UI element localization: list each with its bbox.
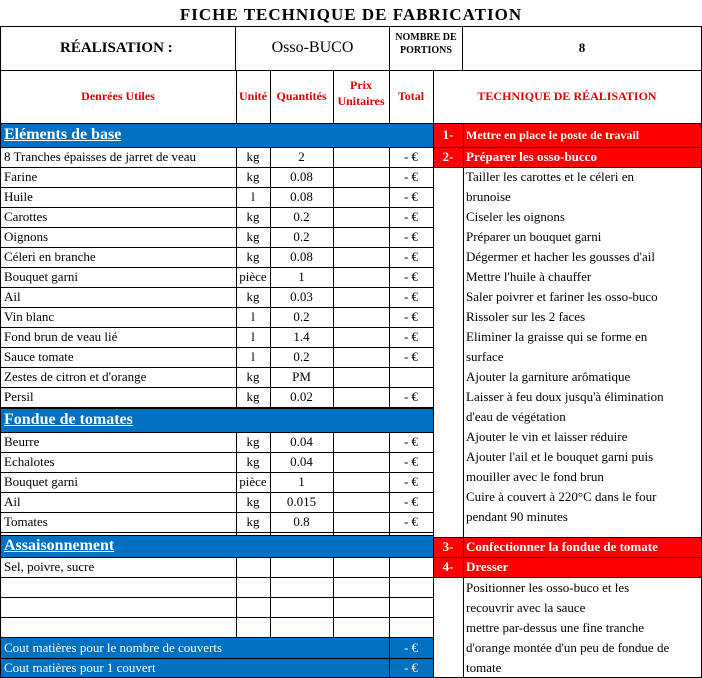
technique-line: tomate: [466, 660, 502, 675]
base-row-qty: 1.4: [293, 329, 310, 344]
grid-hline: [433, 537, 701, 538]
fondue-row-total: - €: [403, 514, 419, 529]
grid-vline: [389, 432, 390, 535]
base-row-name: Sauce tomate: [4, 349, 74, 364]
col-header-denrees: Denrées Utiles: [81, 89, 155, 103]
fondue-row-name: Tomates: [4, 514, 48, 529]
fondue-row-qty: 0.015: [286, 494, 317, 509]
technique-line: Cuire à couvert à 220°C dans le four: [466, 489, 657, 504]
technique-line: d'eau de végétation: [466, 409, 566, 424]
step-1-text: Mettre en place le poste de travail: [466, 125, 701, 145]
col-header-technique: TECHNIQUE DE RÉALISATION: [477, 89, 657, 103]
base-row-name: Bouquet garni: [4, 269, 79, 284]
page-title: FICHE TECHNIQUE DE FABRICATION: [179, 5, 523, 24]
base-row-unit: kg: [246, 169, 260, 184]
technique-line: Ajouter l'ail et le bouquet garni puis: [466, 449, 654, 464]
fondue-row-total: - €: [403, 454, 419, 469]
cout-total-value: - €: [389, 638, 433, 658]
fondue-row-unit: kg: [246, 434, 260, 449]
grid-hline: [0, 70, 702, 71]
grid-hline: [0, 492, 433, 493]
technique-step-2-lines: [463, 167, 701, 527]
fondue-row-unit: pièce: [239, 474, 267, 489]
grid-hline: [0, 535, 433, 536]
step-2-number: 2-: [433, 147, 463, 167]
base-row-total: [389, 367, 433, 387]
grid-hline: [0, 637, 433, 638]
base-row-qty: 0.02: [290, 389, 313, 404]
technique-line: Laisser à feu doux jusqu'à élimination: [466, 389, 664, 404]
base-row-total: - €: [403, 189, 419, 204]
grid-hline: [0, 512, 433, 513]
grid-vline: [333, 557, 334, 638]
base-row-unit: kg: [246, 289, 260, 304]
base-row-name: Fond brun de veau lié: [4, 329, 118, 344]
grid-vline: [270, 557, 271, 638]
grid-hline: [0, 452, 433, 453]
grid-vline: [389, 26, 390, 70]
grid-hline: [0, 472, 433, 473]
technique-line: surface: [466, 349, 504, 364]
grid-vline: [236, 70, 237, 123]
grid-hline: [0, 532, 433, 533]
grid-vline: [389, 638, 390, 678]
grid-hline: [0, 147, 433, 148]
grid-hline: [433, 557, 701, 558]
base-row-qty: 2: [298, 149, 305, 164]
technique-line: Eliminer la graisse qui se forme en: [466, 329, 648, 344]
base-row-unit: l: [251, 189, 255, 204]
base-row-name: Ail: [4, 289, 21, 304]
technique-line: Ajouter le vin et laisser réduire: [466, 429, 628, 444]
technique-line: Rissoler sur les 2 faces: [466, 309, 586, 324]
grid-vline: [463, 577, 464, 677]
col-header-prix-line2: Unitaires: [337, 94, 385, 108]
grid-hline: [0, 557, 433, 558]
technique-line: Mettre l'huile à chauffer: [466, 269, 592, 284]
fondue-row-unit: kg: [246, 514, 260, 529]
grid-hline: [0, 577, 433, 578]
technique-line: brunoise: [466, 189, 511, 204]
portions-label-line2: PORTIONS: [400, 45, 452, 56]
grid-hline: [0, 287, 433, 288]
base-row-unit: kg: [246, 149, 260, 164]
technique-line: d'orange montée d'un peu de fondue de: [466, 640, 670, 655]
grid-vline: [389, 70, 390, 123]
grid-vline: [463, 537, 464, 577]
grid-vline: [463, 123, 464, 167]
base-row-name: Céleri en branche: [4, 249, 96, 264]
technique-line: recouvrir avec la sauce: [466, 600, 586, 615]
base-row-total: - €: [403, 269, 419, 284]
assaisonnement-row-qty: [270, 557, 333, 577]
technique-line: mouiller avec le fond brun: [466, 469, 604, 484]
base-row-qty: 0.2: [293, 309, 310, 324]
base-row-unit: l: [251, 349, 255, 364]
base-row-qty: 0.2: [293, 209, 310, 224]
col-header-prix-line1: Prix: [350, 78, 372, 92]
fondue-row-name: Echalotes: [4, 454, 55, 469]
base-row-qty: 0.2: [293, 229, 310, 244]
technique-line: Dégermer et hacher les gousses d'ail: [466, 249, 655, 264]
technique-line: Préparer un bouquet garni: [466, 229, 602, 244]
base-row-unit: l: [251, 329, 255, 344]
base-row-total: - €: [403, 309, 419, 324]
base-row-unit: kg: [246, 209, 260, 224]
fondue-row-qty: 1: [298, 474, 305, 489]
fondue-row-unit: kg: [246, 494, 260, 509]
base-row-total: - €: [403, 209, 419, 224]
technique-line: Saler poivrer et fariner les osso-buco: [466, 289, 658, 304]
col-header-total: Total: [397, 89, 425, 103]
base-row-name: Zestes de citron et d'orange: [4, 369, 147, 384]
base-row-unit: pièce: [239, 269, 267, 284]
fondue-row-total: - €: [403, 434, 419, 449]
step-2-text: Préparer les osso-bucco: [466, 147, 701, 167]
base-row-qty: 1: [298, 269, 305, 284]
fondue-row-total: - €: [403, 494, 419, 509]
technique-step-4-lines: [463, 578, 701, 678]
dish-name: Osso-BUCO: [271, 39, 354, 56]
base-row-qty: 0.2: [293, 349, 310, 364]
grid-hline: [0, 658, 433, 659]
base-row-unit: kg: [246, 389, 260, 404]
fondue-row-name: Beurre: [4, 434, 40, 449]
grid-vline: [270, 432, 271, 535]
cout-total-label: Cout matières pour le nombre de couverts: [0, 638, 389, 658]
base-row-name: Huile: [4, 189, 33, 204]
grid-hline: [0, 327, 433, 328]
section-fondue-de-tomates: Fondue de tomates: [0, 408, 433, 432]
base-row-total: - €: [403, 329, 419, 344]
grid-vline: [270, 147, 271, 408]
grid-hline: [0, 617, 433, 618]
grid-vline: [236, 432, 237, 535]
base-row-total: - €: [403, 349, 419, 364]
col-header-unite: Unité: [239, 89, 267, 103]
fondue-row-total: - €: [403, 474, 419, 489]
base-row-unit: kg: [246, 369, 260, 384]
technique-line: Positionner les osso-buco et les: [466, 580, 630, 595]
technique-line: Ciseler les oignons: [466, 209, 565, 224]
assaisonnement-row-total: [389, 557, 433, 577]
portions-label-line1: NOMBRE DE: [395, 32, 457, 43]
grid-vline: [463, 167, 464, 537]
base-row-unit: kg: [246, 249, 260, 264]
base-row-total: - €: [403, 249, 419, 264]
grid-hline: [0, 367, 433, 368]
fondue-row-qty: 0.04: [290, 454, 313, 469]
grid-vline: [389, 557, 390, 638]
base-row-name: Carottes: [4, 209, 48, 224]
grid-hline: [433, 577, 701, 578]
grid-vline: [433, 70, 434, 678]
grid-hline: [0, 247, 433, 248]
grid-hline: [0, 227, 433, 228]
grid-vline: [333, 147, 334, 408]
grid-vline: [333, 432, 334, 535]
base-row-total: - €: [403, 229, 419, 244]
step-4-number: 4-: [433, 557, 463, 577]
grid-vline: [389, 147, 390, 408]
grid-hline: [0, 432, 433, 433]
fondue-row-unit: kg: [246, 454, 260, 469]
assaisonnement-row-unit: [236, 557, 270, 577]
grid-hline: [0, 347, 433, 348]
grid-hline: [0, 207, 433, 208]
base-row-qty: 0.03: [290, 289, 313, 304]
technique-line: Ajouter la garniture arômatique: [466, 369, 631, 384]
fondue-row-name: Ail: [4, 494, 21, 509]
base-row-qty: 0.08: [290, 249, 313, 264]
grid-vline: [270, 70, 271, 123]
grid-vline: [236, 147, 237, 408]
assaisonnement-row-name: Sel, poivre, sucre: [4, 559, 95, 574]
base-row-name: 8 Tranches épaisses de jarret de veau: [4, 149, 197, 164]
step-3-text: Confectionner la fondue de tomate: [466, 537, 701, 557]
cout-unit-label: Cout matières pour 1 couvert: [0, 658, 389, 678]
grid-hline: [0, 267, 433, 268]
section-assaisonnement: Assaisonnement: [0, 535, 433, 557]
grid-hline: [0, 167, 433, 168]
grid-hline: [0, 387, 433, 388]
base-row-total: - €: [403, 169, 419, 184]
base-row-name: Persil: [4, 389, 34, 404]
realisation-label: RÉALISATION :: [60, 40, 173, 56]
grid-vline: [333, 70, 334, 123]
grid-hline: [0, 597, 433, 598]
base-row-qty: PM: [292, 369, 311, 384]
base-row-unit: l: [251, 309, 255, 324]
technique-line: Tailler les carottes et le céleri en: [466, 169, 634, 184]
grid-hline: [0, 187, 433, 188]
grid-vline: [235, 26, 236, 70]
base-row-total: - €: [403, 149, 419, 164]
step-1-number: 1-: [433, 125, 463, 145]
base-row-total: - €: [403, 389, 419, 404]
section-elements-de-base: Eléments de base: [0, 123, 433, 147]
base-row-qty: 0.08: [290, 169, 313, 184]
base-row-qty: 0.08: [290, 189, 313, 204]
grid-hline: [433, 147, 701, 148]
grid-vline: [462, 26, 463, 70]
base-row-unit: kg: [246, 229, 260, 244]
step-3-number: 3-: [433, 537, 463, 557]
grid-hline: [0, 26, 702, 27]
grid-hline: [0, 408, 433, 409]
portions-value: 8: [578, 40, 586, 55]
base-row-name: Farine: [4, 169, 38, 184]
base-row-name: Oignons: [4, 229, 49, 244]
grid-hline: [0, 307, 433, 308]
col-header-quantites: Quantités: [276, 89, 327, 103]
base-row-name: Vin blanc: [4, 309, 55, 324]
fondue-row-qty: 0.8: [293, 514, 310, 529]
base-row-total: - €: [403, 289, 419, 304]
technique-line: mettre par-dessus une fine tranche: [466, 620, 645, 635]
fondue-row-qty: 0.04: [290, 434, 313, 449]
cout-unit-value: - €: [389, 658, 433, 678]
grid-hline: [433, 167, 701, 168]
grid-hline: [0, 123, 702, 124]
technique-line: pendant 90 minutes: [466, 509, 568, 524]
fondue-row-name: Bouquet garni: [4, 474, 79, 489]
grid-vline: [236, 557, 237, 638]
step-4-text: Dresser: [466, 557, 701, 577]
